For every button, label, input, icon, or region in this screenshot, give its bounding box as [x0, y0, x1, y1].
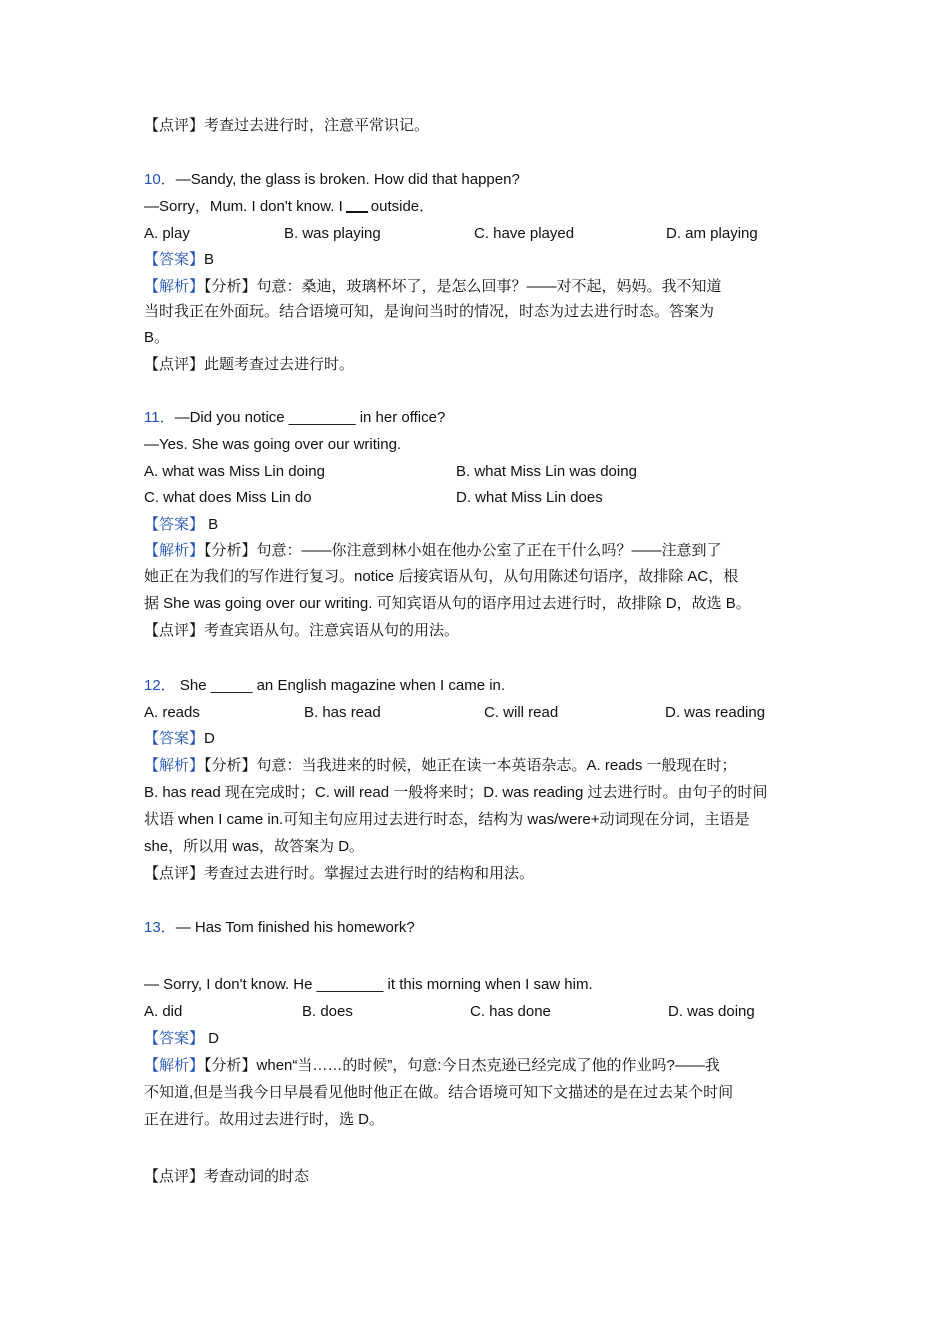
analysis-line — [144, 277, 722, 297]
question-number: 13． — [144, 919, 176, 936]
answer-line — [144, 1029, 219, 1049]
answer-label: 【答案】 — [144, 251, 205, 268]
analysis-label: 【解析】 — [144, 278, 205, 295]
analysis-text: 【分析】句意：桑迪，玻璃杯坏了，是怎么回事？——对不起，妈妈。我不知道 — [204, 278, 722, 295]
question-text: — Has Tom finished his homework? — [175, 919, 415, 936]
analysis-label: 【解析】 — [144, 757, 205, 774]
analysis-text: 【分析】句意：当我进来的时候，她正在读一本英语杂志。A. reads 一般现在时； — [204, 757, 737, 774]
answer-label: 【答案】 — [144, 516, 205, 533]
answer-line — [144, 729, 215, 749]
question-11-stem — [144, 408, 445, 428]
analysis-text: 正在进行。故用过去进行时，选 D。 — [144, 1111, 385, 1128]
analysis-label: 【解析】 — [144, 1057, 205, 1074]
analysis-text: 不知道,但是当我今日早晨看见他时他正在做。结合语境可知下文描述的是在过去某个时间 — [144, 1084, 734, 1101]
option-c: C. has done — [470, 1003, 551, 1020]
option-a: A. play — [144, 225, 190, 242]
option-a: A. what was Miss Lin doing — [144, 463, 325, 480]
option-a: A. reads — [144, 704, 200, 721]
analysis-line — [144, 756, 737, 776]
answer-label: 【答案】 — [144, 1030, 205, 1047]
analysis-label: 【解析】 — [144, 542, 205, 559]
analysis-text: 【分析】when“当……的时候”，句意:今日杰克逊已经完成了他的作业吗?——我 — [204, 1057, 720, 1074]
answer-value: B — [204, 251, 215, 268]
question-text: —Sandy, the glass is broken. How did that happen? — [175, 171, 520, 188]
analysis-text: 当时我正在外面玩。结合语境可知，是询问当时的情况，时态为过去进行时态。答案为 — [144, 303, 715, 320]
answer-value: B — [204, 516, 219, 533]
question-number: 10． — [144, 171, 176, 188]
question-10-stem — [144, 170, 520, 190]
answer-line — [144, 515, 218, 535]
analysis-line — [144, 1056, 720, 1076]
comment-text: 【点评】考查动词的时态 — [144, 1168, 310, 1185]
option-d: D. am playing — [666, 225, 758, 242]
option-b: B. what Miss Lin was doing — [456, 463, 637, 480]
option-d: D. was doing — [668, 1003, 755, 1020]
option-c: C. will read — [484, 704, 559, 721]
option-b: B. has read — [304, 704, 381, 721]
question-number: 12． — [144, 677, 176, 694]
comment-text: 【点评】考查过去进行时，注意平常识记。 — [144, 117, 430, 134]
comment-text: 【点评】此题考查过去进行时。 — [144, 356, 355, 373]
question-11-reply: —Yes. She was going over our writing. — [144, 436, 402, 453]
comment-text: 【点评】考查宾语从句。注意宾语从句的用法。 — [144, 622, 460, 639]
comment-text: 【点评】考查过去进行时。掌握过去进行时的结构和用法。 — [144, 865, 535, 882]
option-d: D. what Miss Lin does — [456, 489, 603, 506]
answer-value: D — [204, 730, 215, 747]
reply-text-end: outside． — [370, 198, 435, 215]
question-13-stem — [144, 918, 415, 938]
analysis-text: 据 She was going over our writing. 可知宾语从句的语序用过去进行时，故排除 D，故选 B。 — [144, 595, 751, 612]
question-text: She _____ an English magazine when I came in. — [175, 677, 506, 694]
option-c: C. what does Miss Lin do — [144, 489, 312, 506]
analysis-text: B. has read 现在完成时；C. will read 一般将来时；D. was reading 过去进行时。由句子的时间 — [144, 784, 768, 801]
answer-value: D — [204, 1030, 220, 1047]
analysis-text: 状语 when I came in.可知主句应用过去进行时态，结构为 was/were+动词现在分词，主语是 — [144, 811, 750, 828]
answer-line — [144, 250, 214, 270]
question-12-stem — [144, 676, 505, 696]
reply-text: —Sorry，Mum. I don't know. I — [144, 198, 343, 215]
question-10-reply — [144, 197, 434, 217]
analysis-line — [144, 541, 722, 561]
analysis-text: she，所以用 was，故答案为 D。 — [144, 838, 365, 855]
option-c: C. have played — [474, 225, 575, 242]
analysis-text: 【分析】句意：——你注意到林小姐在他办公室了正在干什么吗？——注意到了 — [204, 542, 722, 559]
answer-blank — [346, 211, 368, 213]
answer-label: 【答案】 — [144, 730, 205, 747]
option-b: B. was playing — [284, 225, 381, 242]
question-13-reply: — Sorry, I don't know. He ________ it this morning when I saw him. — [144, 976, 593, 993]
question-text: —Did you notice ________ in her office? — [174, 409, 446, 426]
option-d: D. was reading — [665, 704, 766, 721]
analysis-text: B。 — [144, 329, 170, 346]
analysis-text: 她正在为我们的写作进行复习。notice 后接宾语从句，从句用陈述句语序，故排除 AC，根 — [144, 568, 739, 585]
question-number: 11． — [144, 409, 175, 426]
option-b: B. does — [302, 1003, 353, 1020]
option-a: A. did — [144, 1003, 183, 1020]
